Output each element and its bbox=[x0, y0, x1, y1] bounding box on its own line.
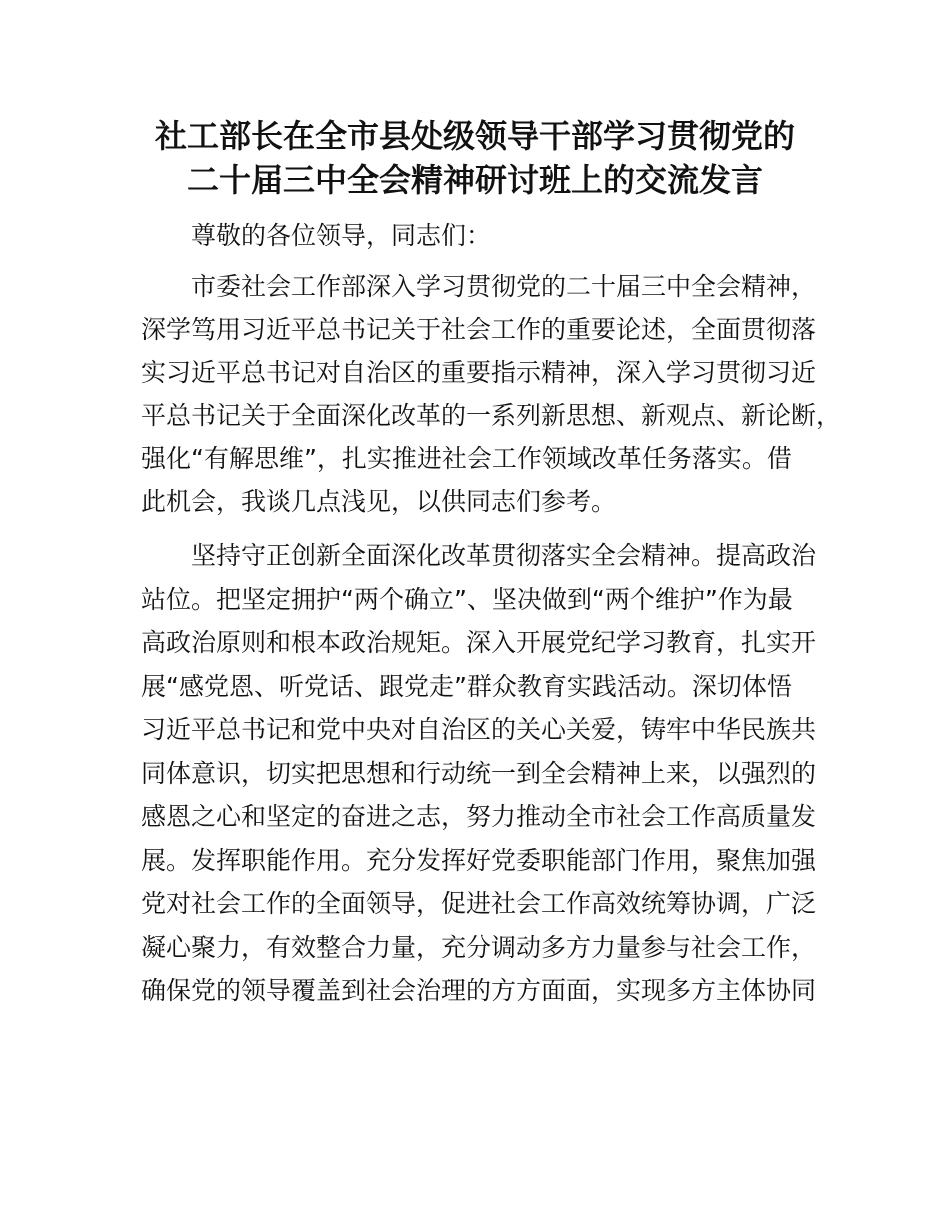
paragraph2-line: 展。发挥职能作用。充分发挥好党委职能部门作用，聚焦加强 bbox=[141, 846, 817, 875]
paragraph2-line: 坚持守正创新全面深化改革贯彻落实全会精神。提高政治 bbox=[191, 541, 817, 570]
paragraph1-line: 强化“有解思维”，扎实推进社会工作领域改革任务落实。借 bbox=[141, 444, 792, 473]
paragraph2-line: 凝心聚力，有效整合力量，充分调动多方力量参与社会工作， bbox=[141, 933, 817, 962]
paragraph1-line: 实习近平总书记对自治区的重要指示精神，深入学习贯彻习近 bbox=[141, 358, 817, 387]
paragraph2-line: 高政治原则和根本政治规矩。深入开展党纪学习教育，扎实开 bbox=[141, 628, 817, 657]
paragraph2-line: 确保党的领导覆盖到社会治理的方方面面，实现多方主体协同 bbox=[141, 976, 817, 1005]
paragraph1-line: 市委社会工作部深入学习贯彻党的二十届三中全会精神， bbox=[191, 272, 817, 301]
paragraph2-line: 同体意识，切实把思想和行动统一到全会精神上来，以强烈的 bbox=[141, 759, 817, 788]
paragraph2-line: 感恩之心和坚定的奋进之志，努力推动全市社会工作高质量发 bbox=[141, 802, 817, 831]
paragraph2-line: 站位。把坚定拥护“两个确立”、坚决做到“两个维护”作为最 bbox=[141, 585, 793, 614]
salutation: 尊敬的各位领导，同志们： bbox=[191, 221, 492, 250]
paragraph2-line: 习近平总书记和党中央对自治区的关心关爱，铸牢中华民族共 bbox=[141, 715, 817, 744]
paragraph2-line: 党对社会工作的全面领导，促进社会工作高效统筹协调，广泛 bbox=[141, 889, 817, 918]
title-line-2: 二十届三中全会精神研讨班上的交流发言 bbox=[186, 161, 763, 199]
paragraph1-line: 此机会，我谈几点浅见，以供同志们参考。 bbox=[141, 487, 617, 516]
paragraph2-line: 展“感党恩、听党话、跟党走”群众教育实践活动。深切体悟 bbox=[141, 672, 792, 701]
paragraph1-line: 平总书记关于全面深化改革的一系列新思想、新观点、新论断， bbox=[141, 401, 842, 430]
title-line-1: 社工部长在全市县处级领导干部学习贯彻党的 bbox=[154, 117, 795, 155]
paragraph1-line: 深学笃用习近平总书记关于社会工作的重要论述，全面贯彻落 bbox=[141, 315, 817, 344]
